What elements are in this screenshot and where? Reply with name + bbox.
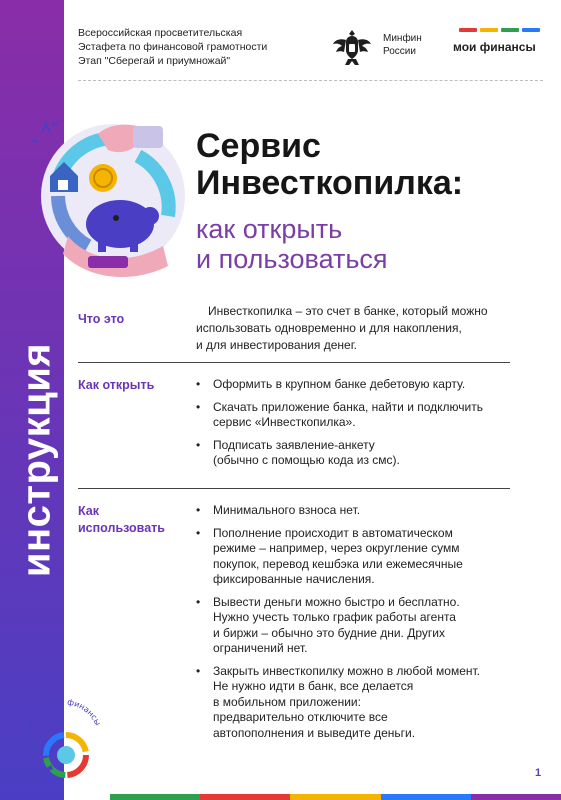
section-what-text <box>196 303 536 354</box>
label-line: Как <box>78 504 99 518</box>
header-divider <box>78 80 543 81</box>
item-line: Не нужно идти в банк, все делается <box>213 679 414 693</box>
subtitle-line: и пользоваться <box>196 244 388 274</box>
list-item <box>196 438 526 469</box>
header-org-line: Этап "Сберегай и приумножай" <box>78 55 231 67</box>
item-line: фиксированные начисления. <box>213 572 375 586</box>
item-line: и биржи – обычно это будние дни. Других <box>213 625 445 640</box>
list-item <box>196 526 526 588</box>
list-item <box>196 664 526 742</box>
svg-text:Эстафета Мои финансы <box>22 697 102 745</box>
section-divider <box>78 362 510 363</box>
page-title <box>196 128 463 202</box>
title-line: Инвесткопилка: <box>196 164 464 202</box>
section-label-open: Как открыть <box>78 378 155 392</box>
brand-color-bar <box>459 28 540 32</box>
bottom-bar-segment <box>110 794 200 800</box>
text-line: использовать одновременно и для накопления, <box>196 321 462 335</box>
piggy-bank-illustration <box>28 106 198 286</box>
minfin-line: России <box>383 46 416 57</box>
list-item <box>196 377 526 393</box>
item-line: ограничений нет. <box>213 641 308 655</box>
section-label-what: Что это <box>78 312 125 326</box>
brand-bar-segment <box>522 28 540 32</box>
header-org-line: Эстафета по финансовой грамотности <box>78 41 268 53</box>
section-open-list <box>196 377 526 476</box>
title-line: Сервис <box>196 127 321 165</box>
list-item <box>196 595 526 657</box>
section-use-list <box>196 503 526 748</box>
text-line: Инвесткопилка – это счет в банке, который можно <box>208 304 488 318</box>
vertical-title-text: инструкция <box>14 342 59 578</box>
eagle-emblem-icon <box>331 26 373 68</box>
brand-name: мои финансы <box>453 40 536 54</box>
item-line: в мобильном приложении: <box>213 694 361 709</box>
header-org-line: Всероссийская просветительская <box>78 27 243 39</box>
list-item <box>196 400 526 431</box>
page-number: 1 <box>535 767 542 779</box>
list-item <box>196 503 526 519</box>
item-line: Нужно учесть только график работы агента <box>213 610 456 624</box>
header-organization <box>78 26 318 68</box>
item-line: • Минимального взноса нет. <box>213 503 361 517</box>
item-line: • Вывести деньги можно быстро и бесплатно. <box>213 594 460 609</box>
item-line: покупок, перевод кешбэка или ежемесячные <box>213 556 463 571</box>
item-line: сервис «Инвесткопилка». <box>213 415 356 429</box>
item-line: режиме – например, через округление сумм <box>213 541 460 555</box>
logo-text: Эстафета Мои финансы <box>22 697 103 746</box>
page-subtitle <box>196 214 388 274</box>
item-line: • Подписать заявление-анкету <box>213 437 375 452</box>
label-line: использовать <box>78 521 165 535</box>
bottom-bar-segment <box>200 794 290 800</box>
item-line: • Оформить в крупном банке дебетовую карту. <box>213 377 466 391</box>
text-line: и для инвестирования денег. <box>196 338 357 352</box>
section-label-use <box>78 503 188 537</box>
bottom-bar-segment <box>290 794 380 800</box>
item-line: (обычно с помощью кода из смс). <box>213 453 400 467</box>
bottom-bar-segment <box>381 794 471 800</box>
item-line: • Скачать приложение банка, найти и подключить <box>213 399 483 414</box>
item-line: • Пополнение происходит в автоматическом <box>213 525 453 540</box>
relay-logo-icon <box>22 693 104 783</box>
bottom-color-bar <box>110 794 561 800</box>
item-line: автопополнения и выведите деньги. <box>213 725 416 740</box>
brand-bar-segment <box>459 28 477 32</box>
item-line: предварительно отключите все <box>213 710 388 724</box>
minfin-label <box>383 32 422 58</box>
brand-bar-segment <box>501 28 519 32</box>
minfin-line: Минфин <box>383 33 422 44</box>
brand-bar-segment <box>480 28 498 32</box>
bottom-bar-segment <box>471 794 561 800</box>
subtitle-line: как открыть <box>196 214 343 244</box>
item-line: • Закрыть инвесткопилку можно в любой момент. <box>213 663 480 678</box>
section-divider <box>78 488 510 489</box>
